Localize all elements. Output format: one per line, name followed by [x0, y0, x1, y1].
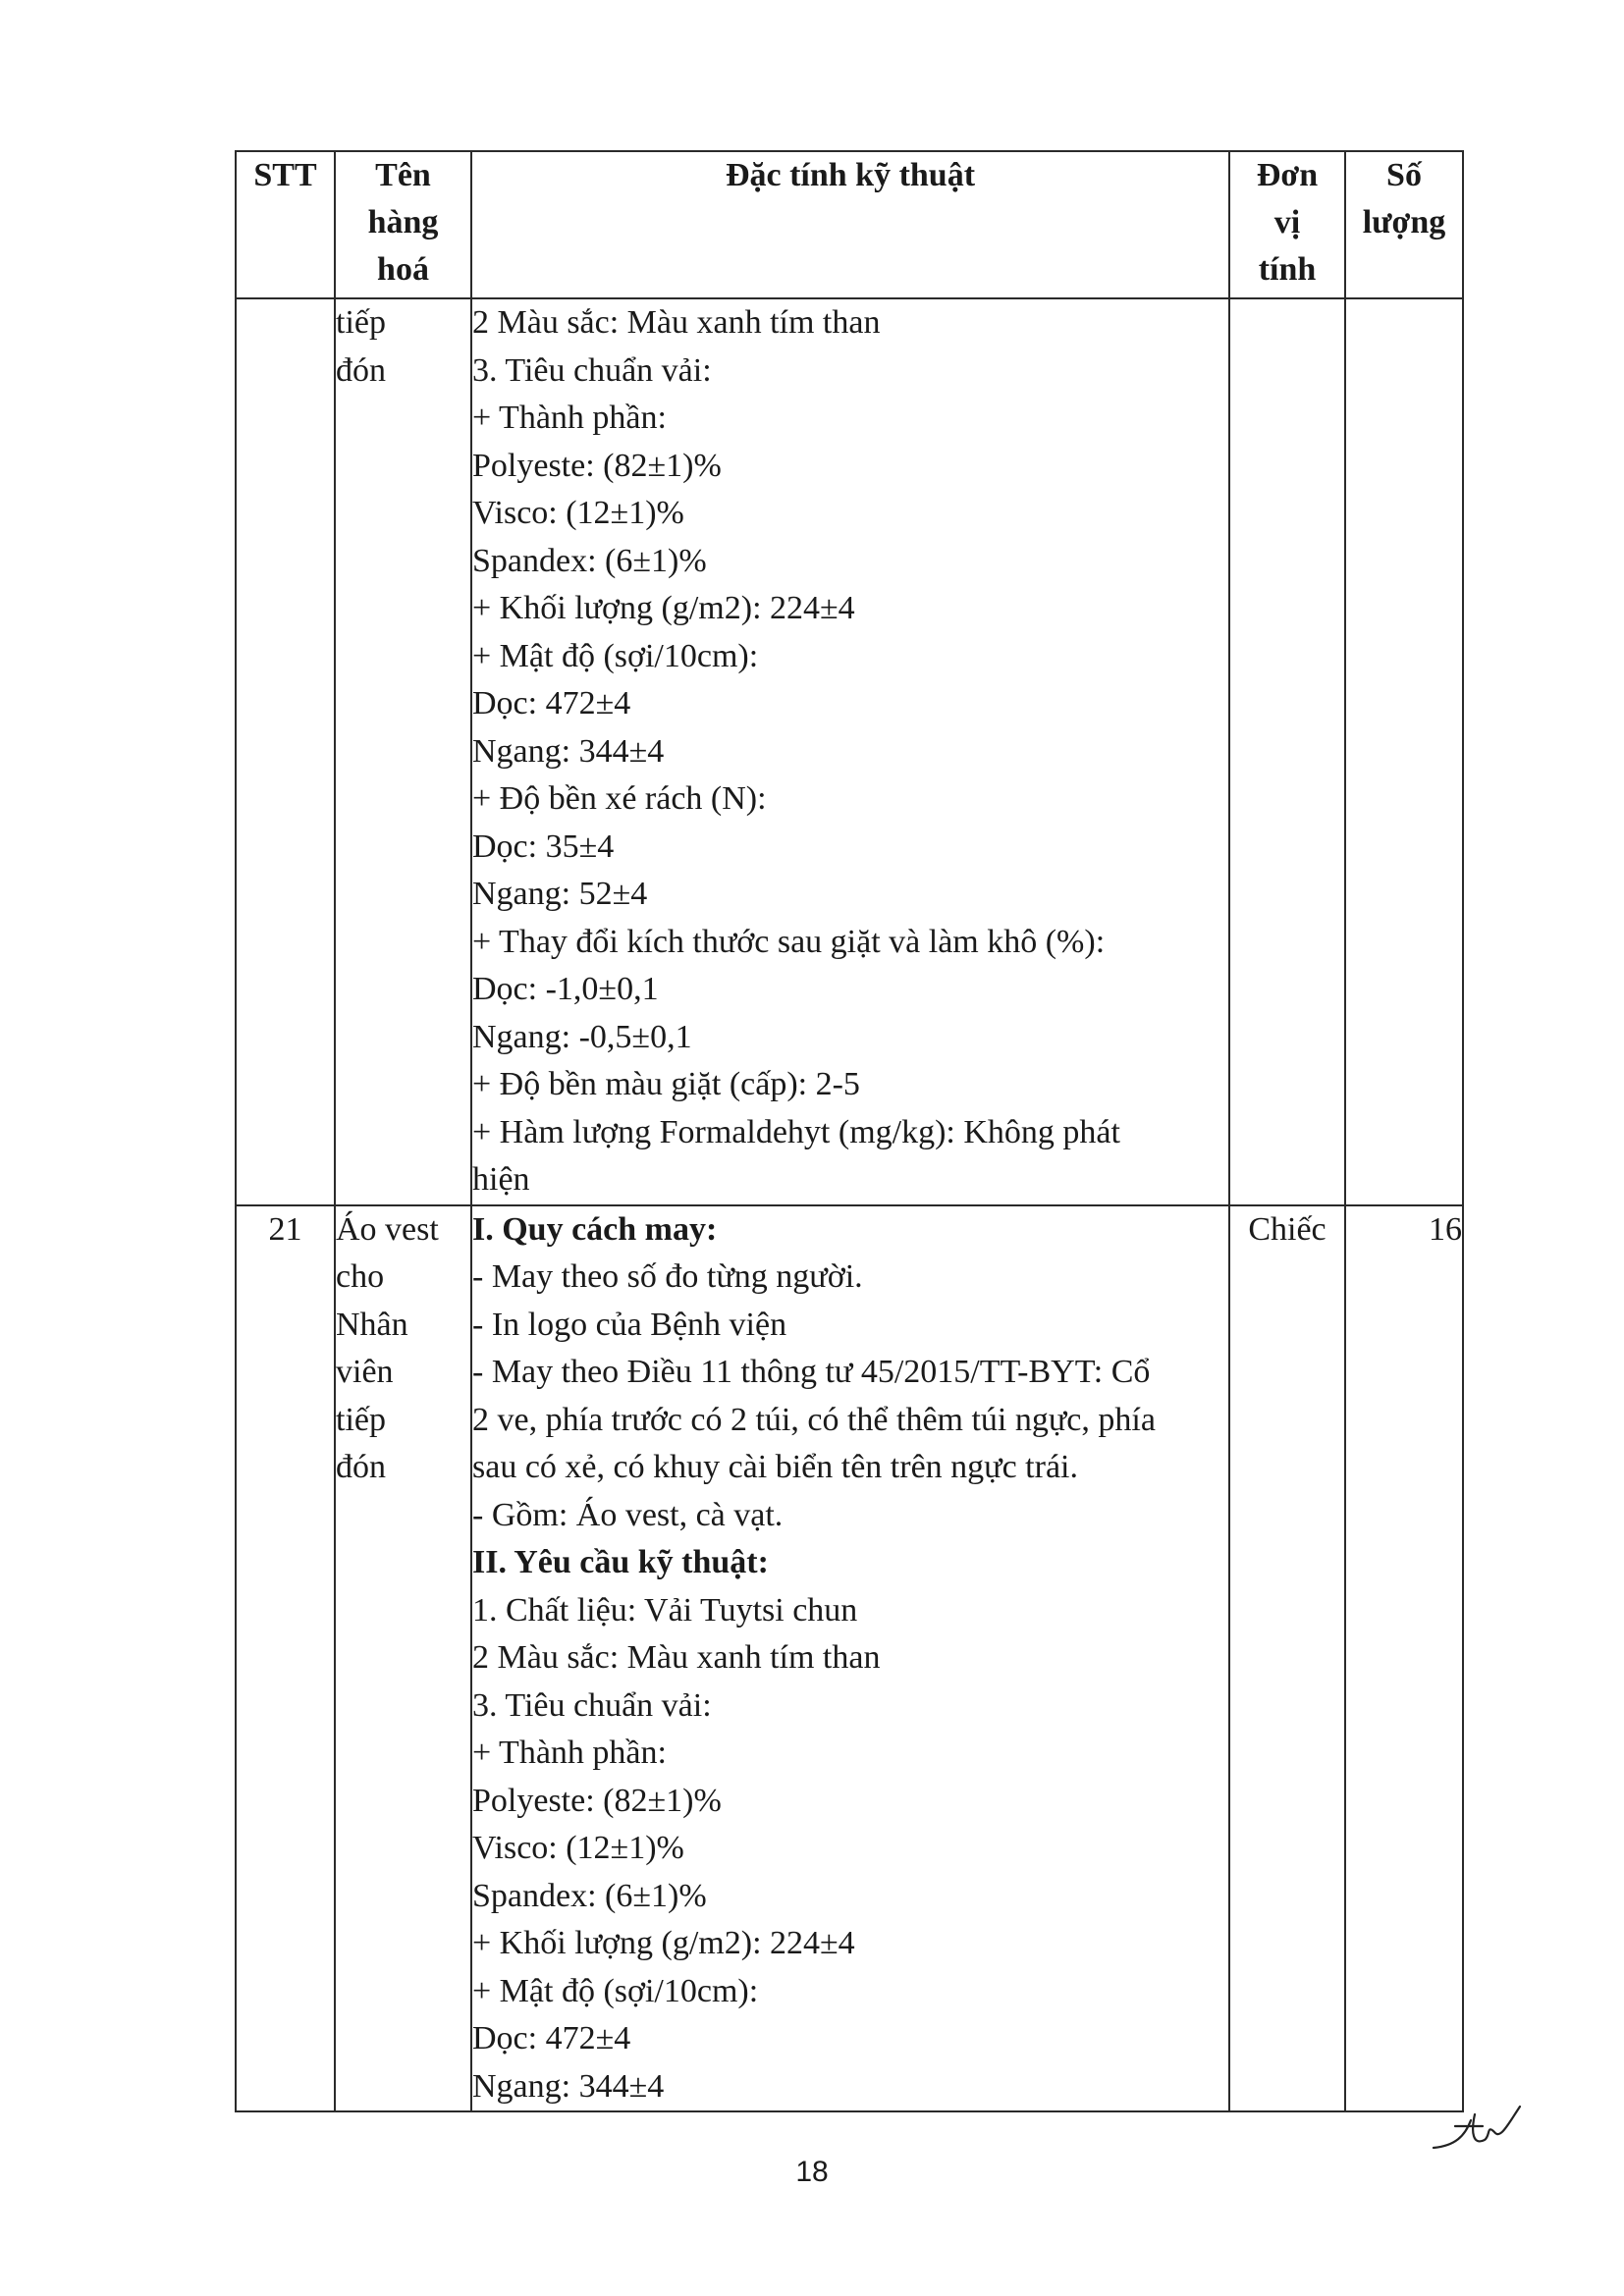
item-name-line: cho [336, 1258, 385, 1295]
header-item-name [335, 151, 471, 298]
spec-line: - May theo Điều 11 thông tư 45/2015/TT-BYT: Cổ [472, 1354, 1151, 1390]
spec-line: Dọc: 35±4 [472, 828, 615, 865]
cell-stt-empty [236, 298, 335, 1205]
spec-line: + Thay đổi kích thước sau giặt và làm khô (%): [472, 923, 1106, 960]
spec-line: Ngang: 52±4 [472, 876, 648, 912]
item-name-line: tiếp [336, 304, 386, 341]
spec-line: + Mật độ (sợi/10cm): [472, 1972, 759, 2009]
cell-unit-empty [1229, 298, 1345, 1205]
header-item-name-line: Tên [375, 157, 431, 193]
header-quantity-line: Số [1386, 157, 1422, 193]
spec-line: + Độ bền xé rách (N): [472, 780, 767, 817]
cell-item-name [335, 1205, 471, 2112]
spec-line: 1. Chất liệu: Vải Tuytsi chun [472, 1591, 858, 1629]
spec-line: Polyeste: (82±1)% [472, 447, 722, 484]
cell-quantity: 16 [1345, 1205, 1463, 2112]
cell-unit: Chiếc [1229, 1205, 1345, 2112]
spec-line: hiện [472, 1161, 530, 1198]
header-spec: Đặc tính kỹ thuật [471, 151, 1229, 298]
spec-line: + Thành phần: [472, 400, 667, 436]
header-unit-line: vị [1273, 204, 1301, 240]
spec-line: - Gồm: Áo vest, cà vạt. [472, 1496, 784, 1533]
spec-line: Dọc: 472±4 [472, 2020, 631, 2056]
spec-line: Spandex: (6±1)% [472, 1877, 707, 1914]
item-name-line: tiếp [336, 1401, 386, 1438]
header-unit-line: Đơn [1256, 157, 1319, 193]
spec-line: + Độ bền màu giặt (cấp): 2-5 [472, 1066, 860, 1102]
spec-line: Visco: (12±1)% [472, 1830, 684, 1866]
spec-section-heading: II. Yêu cầu kỹ thuật: [472, 1544, 769, 1580]
cell-item-name [335, 298, 471, 1205]
spec-line: - In logo của Bệnh viện [472, 1306, 787, 1343]
spec-line: Spandex: (6±1)% [472, 542, 707, 579]
item-name-line: đón [336, 351, 386, 389]
item-name-line: Nhân [336, 1306, 408, 1343]
item-name-line: Áo vest [336, 1210, 439, 1248]
spec-line: Ngang: -0,5±0,1 [472, 1018, 692, 1055]
spec-line: Visco: (12±1)% [472, 495, 684, 531]
cell-quantity-empty [1345, 298, 1463, 1205]
item-name-line: đón [336, 1449, 386, 1485]
spec-line: Ngang: 344±4 [472, 732, 665, 770]
spec-line: 2 Màu sắc: Màu xanh tím than [472, 1639, 881, 1676]
spec-line: 2 Màu sắc: Màu xanh tím than [472, 304, 881, 341]
header-quantity [1345, 151, 1463, 298]
header-unit-line: tính [1258, 251, 1317, 288]
cell-spec [471, 1205, 1229, 2112]
cell-spec [471, 298, 1229, 1205]
spec-line: + Mật độ (sợi/10cm): [472, 637, 759, 674]
spec-line: 3. Tiêu chuẩn vải: [472, 1686, 712, 1724]
spec-line: 2 ve, phía trước có 2 túi, có thể thêm túi ngực, phía [472, 1401, 1156, 1438]
cell-stt: 21 [236, 1205, 335, 2112]
specification-table [235, 150, 1464, 2112]
header-quantity-line: lượng [1362, 204, 1446, 240]
spec-line: Dọc: 472±4 [472, 685, 631, 721]
spec-line: - May theo số đo từng người. [472, 1258, 863, 1295]
spec-line: sau có xẻ, có khuy cài biển tên trên ngực trái. [472, 1449, 1078, 1485]
spec-line: + Khối lượng (g/m2): 224±4 [472, 1925, 855, 1961]
header-item-name-line: hàng [367, 204, 439, 240]
item-name-line: viên [336, 1354, 394, 1390]
spec-line: Ngang: 344±4 [472, 2067, 665, 2105]
spec-line: 3. Tiêu chuẩn vải: [472, 351, 712, 389]
spec-line: + Khối lượng (g/m2): 224±4 [472, 590, 855, 626]
header-stt: STT [236, 151, 335, 298]
spec-section-heading: I. Quy cách may: [472, 1210, 718, 1248]
spec-line: + Thành phần: [472, 1735, 667, 1771]
page-number: 18 [795, 2156, 829, 2188]
header-item-name-line: hoá [377, 251, 429, 288]
table-row-21 [236, 1205, 1463, 2112]
table-row-continued [236, 298, 1463, 1205]
table-header-row [236, 151, 1463, 298]
spec-line: + Hàm lượng Formaldehyt (mg/kg): Không phát [472, 1113, 1120, 1150]
handwritten-initials-mark [1426, 2097, 1534, 2165]
spec-line: Polyeste: (82±1)% [472, 1782, 722, 1819]
spec-line: Dọc: -1,0±0,1 [472, 971, 659, 1007]
header-unit [1229, 151, 1345, 298]
